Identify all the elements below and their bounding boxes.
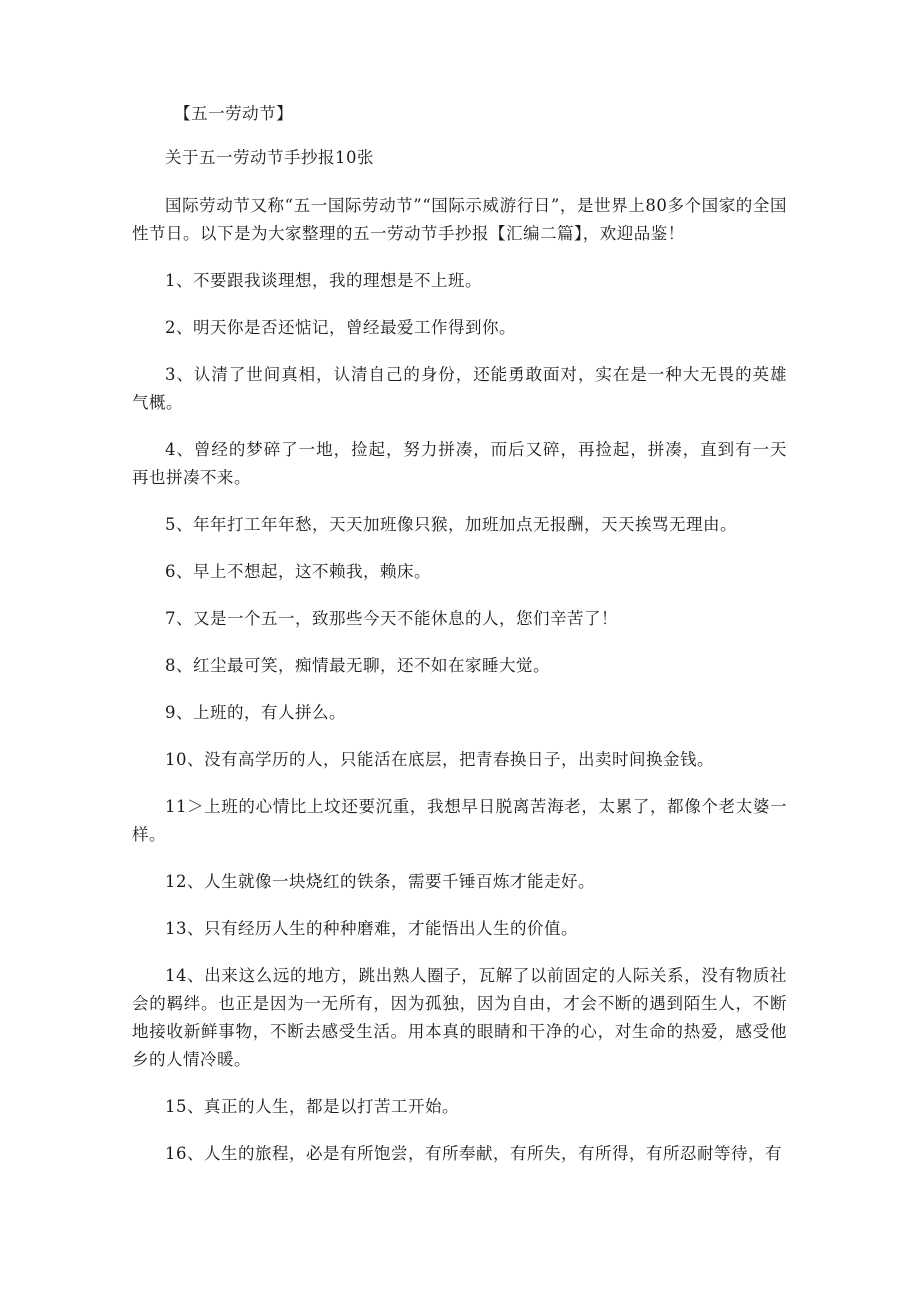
- intro-paragraph: 国际劳动节又称“五一国际劳动节”“国际示威游行日”，是世界上80多个国家的全国性节日。以下是为大家整理的五一劳动节手抄报【汇编二篇】，欢迎品鉴！: [132, 196, 787, 243]
- list-item: 15、真正的人生，都是以打苦工开始。: [165, 1097, 459, 1116]
- list-item: 11＞上班的心情比上坟还要沉重，我想早日脱离苦海老，太累了，都像个老太婆一样。: [132, 797, 787, 844]
- list-item: 13、只有经历人生的种种磨难，才能悟出人生的价值。: [165, 919, 578, 938]
- document-title: 关于五一劳动节手抄报10张: [165, 148, 374, 167]
- list-item: 6、早上不想起，这不赖我，赖床。: [165, 562, 431, 581]
- list-item: 1、不要跟我谈理想，我的理想是不上班。: [165, 271, 482, 290]
- list-item: 3、认清了世间真相，认清自己的身份，还能勇敢面对，实在是一种大无畏的英雄气概。: [132, 365, 787, 412]
- list-item: 2、明天你是否还惦记，曾经最爱工作得到你。: [165, 318, 516, 337]
- list-item: 10、没有高学历的人，只能活在底层，把青春换日子，出卖时间换金钱。: [165, 750, 714, 769]
- list-item: 14、出来这么远的地方，跳出熟人圈子，瓦解了以前固定的人际关系，没有物质社会的羁绊。也正是因为一无所有，因为孤独，因为自由，才会不断的遇到陌生人，不断地接收新鲜事物，不断去感受生活。用本真的眼睛和干净的心，对生命的热爱，感受他乡的人情冷暖。: [132, 966, 787, 1069]
- list-item: 7、又是一个五一，致那些今天不能休息的人，您们辛苦了！: [165, 609, 618, 628]
- list-item: 16、人生的旅程，必是有所饱尝，有所奉献，有所失，有所得，有所忍耐等待，有: [165, 1144, 782, 1163]
- section-tag: 【五一劳动节】: [174, 104, 294, 123]
- list-item: 8、红尘最可笑，痴情最无聊，还不如在家睡大觉。: [165, 656, 550, 675]
- document-page: [132, 100, 787, 1187]
- list-item: 9、上班的，有人拼么。: [165, 703, 346, 722]
- list-item: 12、人生就像一块烧红的铁条，需要千锤百炼才能走好。: [165, 872, 595, 891]
- list-item: 5、年年打工年年愁，天天加班像只猴，加班加点无报酬，天天挨骂无理由。: [165, 515, 737, 534]
- list-item: 4、曾经的梦碎了一地，捡起，努力拼凑，而后又碎，再捡起，拼凑，直到有一天再也拼凑不来。: [132, 440, 787, 487]
